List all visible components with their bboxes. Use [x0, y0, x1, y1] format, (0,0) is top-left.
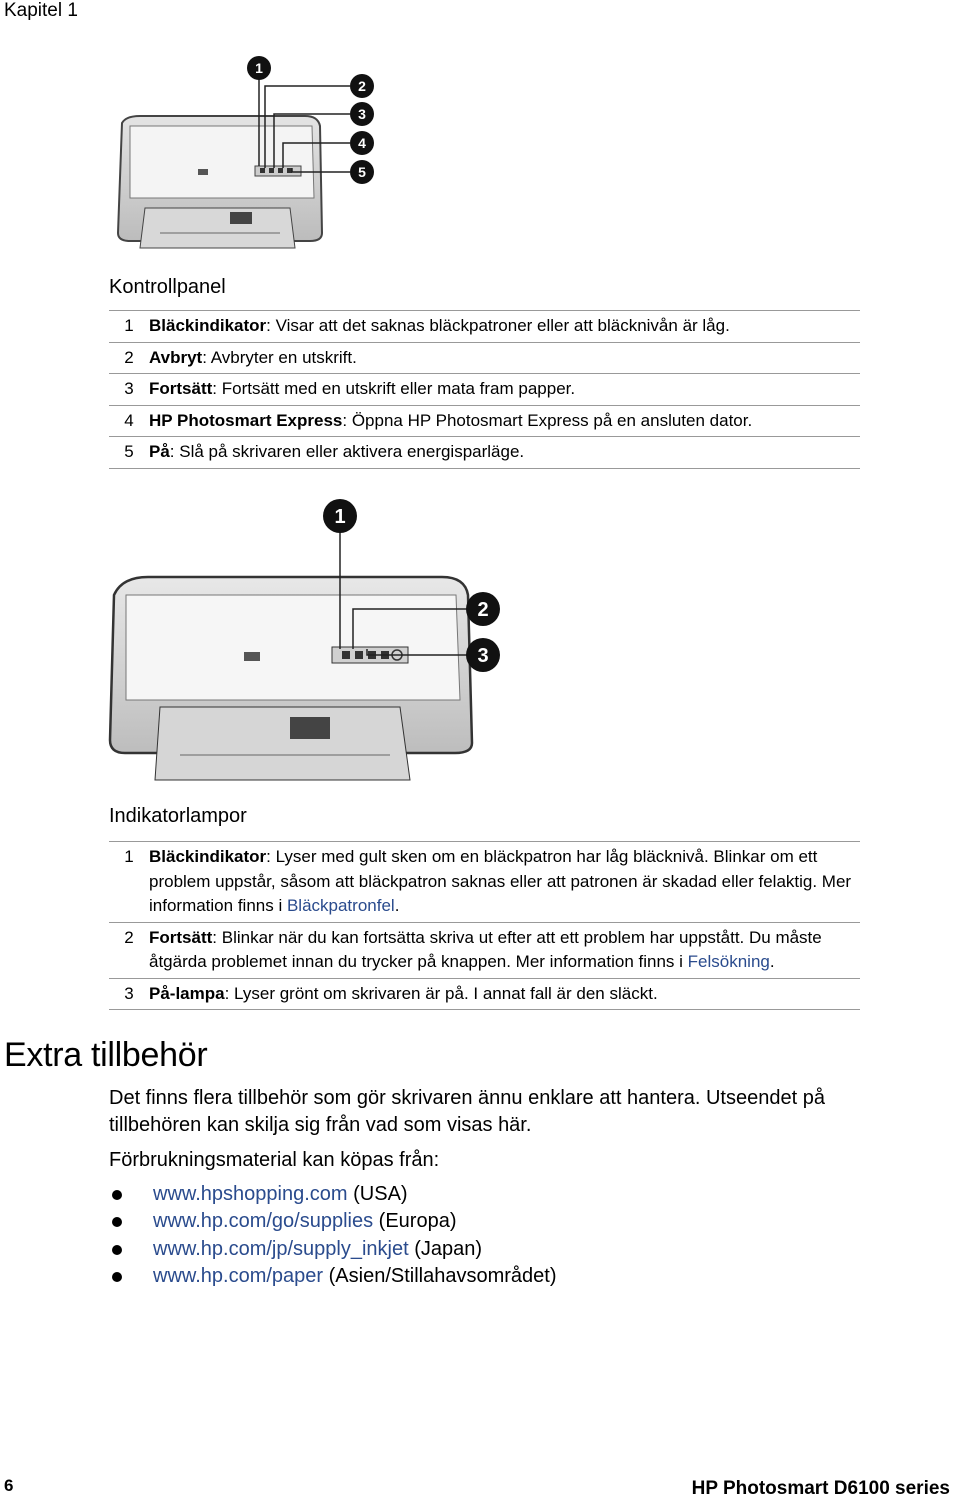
- control-panel-table: [109, 310, 860, 469]
- bullet-icon: [112, 1217, 122, 1227]
- table-row: 3 På-lampa: Lyser grönt om skrivaren är på. I annat fall är den släckt.: [109, 978, 860, 1010]
- svg-text:1: 1: [255, 60, 263, 76]
- link-hp-jp-supply-inkjet[interactable]: www.hp.com/jp/supply_inkjet: [153, 1237, 409, 1260]
- table-row: 4 HP Photosmart Express: Öppna HP Photosmart Express på en ansluten dator.: [109, 405, 860, 437]
- table-row: 3 Fortsätt: Fortsätt med en utskrift eller mata fram papper.: [109, 374, 860, 406]
- link-hp-go-supplies[interactable]: www.hp.com/go/supplies: [153, 1210, 374, 1233]
- footer-product-name: HP Photosmart D6100 series: [691, 1478, 950, 1499]
- svg-text:1: 1: [334, 506, 346, 528]
- svg-text:3: 3: [358, 106, 366, 122]
- table-row: 2 Fortsätt: Blinkar när du kan fortsätta skriva ut efter att ett problem har uppstått. Du måste åtgärda problemet innan du trycker på knappen. Mer information finns i Felsökning.: [109, 922, 860, 978]
- link-ink-cartridge-error[interactable]: Bläckpatronfel: [286, 896, 395, 915]
- list-item: www.hpshopping.com (USA): [109, 1181, 557, 1208]
- svg-text:2: 2: [477, 599, 489, 621]
- supplier-link-list: [109, 1181, 557, 1290]
- chapter-header: Kapitel 1: [4, 0, 78, 21]
- svg-text:3: 3: [477, 645, 489, 667]
- table-row: 1 Bläckindikator: Visar att det saknas bläckpatroner eller att bläcknivån är låg.: [109, 311, 860, 343]
- bullet-icon: [112, 1190, 122, 1200]
- bullet-icon: [112, 1245, 122, 1255]
- indicator-lights-table: [109, 841, 860, 1010]
- link-troubleshooting[interactable]: Felsökning: [687, 952, 770, 971]
- accessories-intro: Det finns flera tillbehör som gör skrivaren ännu enklare att hantera. Utseendet på tillbehören kan skilja sig från vad som visas här.: [109, 1087, 825, 1136]
- list-item: www.hp.com/jp/supply_inkjet (Japan): [109, 1236, 557, 1263]
- link-hp-paper[interactable]: www.hp.com/paper: [153, 1264, 324, 1287]
- accessories-heading: Extra tillbehör: [4, 1036, 208, 1074]
- page-number: 6: [4, 1476, 14, 1495]
- hp-logo-icon: [244, 652, 260, 661]
- svg-text:5: 5: [358, 164, 366, 180]
- table-row: 1 Bläckindikator: Lyser med gult sken om en bläckpatron har låg bläcknivå. Blinkar om ett problem uppstår, såsom att bläckpatron saknas eller att patronen är skadad eller felaktig. Mer information finns i Bläckpatronfel.: [109, 842, 860, 923]
- hp-logo-icon: [198, 169, 208, 175]
- indicator-lights-title: Indikatorlampor: [109, 805, 247, 827]
- table-row: 2 Avbryt: Avbryter en utskrift.: [109, 342, 860, 374]
- printer-illustration-lights: [100, 495, 520, 785]
- bullet-icon: [112, 1272, 122, 1282]
- svg-text:2: 2: [358, 78, 366, 94]
- control-panel-title: Kontrollpanel: [109, 276, 226, 298]
- purchase-intro: Förbrukningsmaterial kan köpas från:: [109, 1149, 440, 1171]
- list-item: www.hp.com/paper (Asien/Stillahavsområdet): [109, 1263, 557, 1290]
- list-item: www.hp.com/go/supplies (Europa): [109, 1208, 557, 1235]
- printer-illustration-top: [100, 48, 400, 258]
- table-row: 5 På: Slå på skrivaren eller aktivera energisparläge.: [109, 437, 860, 469]
- link-hpshopping[interactable]: www.hpshopping.com: [153, 1183, 348, 1205]
- svg-text:4: 4: [358, 135, 366, 151]
